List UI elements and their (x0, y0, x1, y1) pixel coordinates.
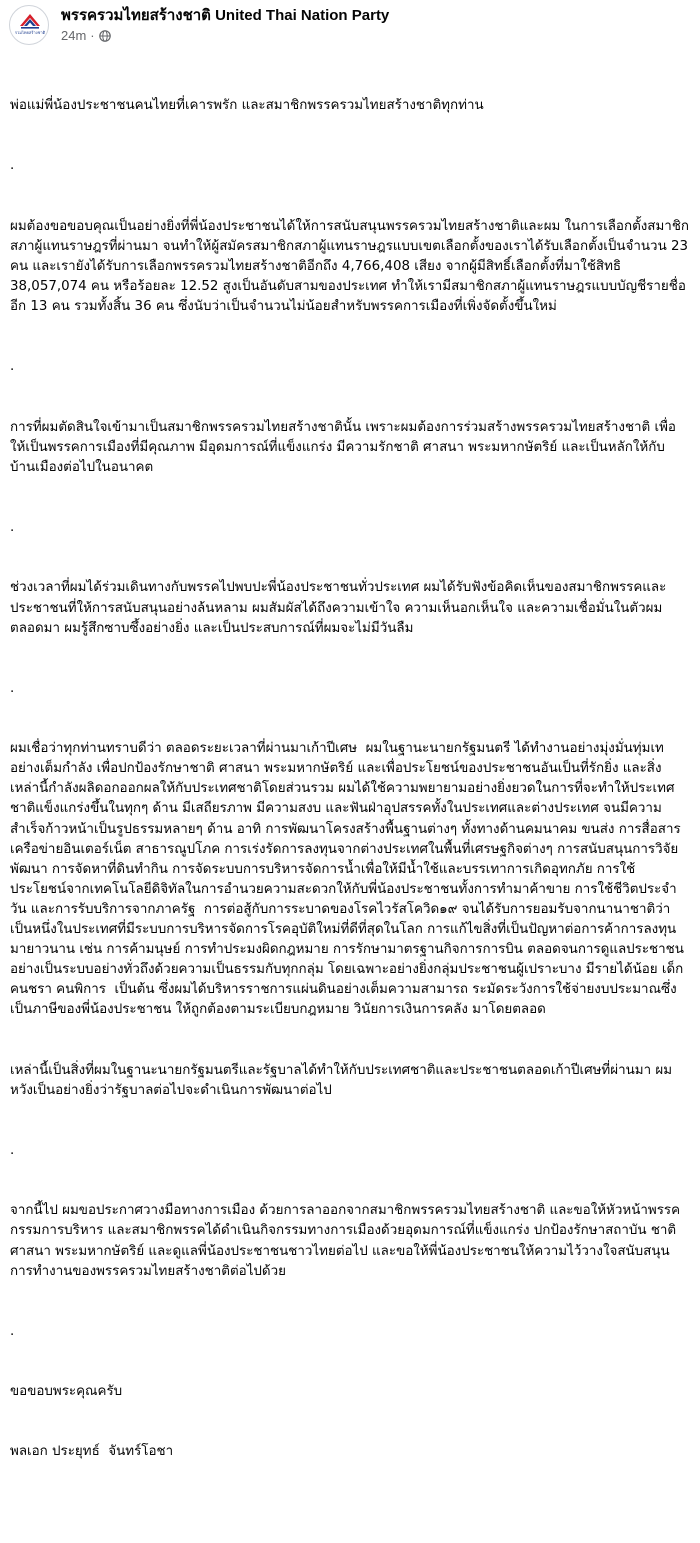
post-paragraph: ผมเชื่อว่าทุกท่านทราบดีว่า ตลอดระยะเวลาที่ผ่านมาเก้าปีเศษ ผมในฐานะนายกรัฐมนตรี ได้ทำงานอย่างมุ่งมั่นทุ่มเทอย่างเต็มกำลัง เพื่อปกป้องรักษาชาติ ศาสนา พระมหากษัตริย์ และเพื่อประโยชน์ของประชาชนอันเป็นที่รักยิ่ง และสิ่งเหล่านี้กำลังผลิดอกออกผลให้กับประเทศชาติโดยส่วนรวม ผมได้ใช้ความพยายามอย่างยิ่งยวดในการที่จะทำให้ประเทศชาติแข็งแกร่งขึ้นในทุกๆ ด้าน มีเสถียรภาพ มีความสงบ และฟันฝ่าอุปสรรคทั้งในประเทศและต่างประเทศ จนมีความสำเร็จก้าวหน้าเป็นรูปธรรมหลายๆ ด้าน อาทิ การพัฒนาโครงสร้างพื้นฐานต่างๆ ทั้งทางด้านคมนาคม ขนส่ง การสื่อสาร เครือข่ายอินเตอร์เน็ต สาธารณูปโภค การเร่งรัดการลงทุนจากต่างประเทศในพื้นที่เศรษฐกิจต่างๆ การสนับสนุนการวิจัยพัฒนา การจัดหาที่ดินทำกิน การจัดระบบการบริหารจัดการน้ำเพื่อให้มีน้ำใช้และบรรเทาการเกิดอุทกภัย การใช้ประโยชน์จากเทคโนโลยีดิจิทัลในการอำนวยความสะดวกให้กับพี่น้องประชาชนทั้งการทำมาค้าขาย การใช้ชีวิตประจำวัน และการรับบริการจากภาครัฐ การต่อสู้กับการระบาดของโรคไวรัสโควิด๑๙ จนได้รับการยอมรับจากนานาชาติว่าเป็นหนึ่งในประเทศที่มีระบบการบริหารจัดการโรคอุบัติใหม่ที่ดีที่สุดในโลก การแก้ไขสิ่งที่เป็นปัญหาต่อการค้าการลงทุนมายาวนาน เช่น การค้ามนุษย์ การทำประมงผิดกฎหมาย การรักษามาตรฐานกิจการการบิน ตลอดจนการดูแลประชาชนอย่างเป็นระบบอย่างทั่วถึงด้วยความเป็นธรรมกับทุกกลุ่ม โดยเฉพาะอย่างยิ่งกลุ่มประชาชนผู้เปราะบาง มีรายได้น้อย เด็ก คนชรา คนพิการ เป็นต้น ซึ่งผมได้บริหารราชการแผ่นดินอย่างเต็มความสามารถ ระมัดระวังการใช้จ่ายงบประมาณซึ่งเป็นภาษีของพี่น้องประชาชน ให้ถูกต้องตามระเบียบกฎหมาย วินัยการเงินการคลัง มาโดยตลอด (10, 741, 688, 1018)
post-header (6, 0, 694, 52)
post-paragraph: . (10, 680, 15, 696)
post-paragraph: . (10, 1143, 15, 1159)
header-text (61, 5, 389, 43)
post-paragraph: พลเอก ประยุทธ์ จันทร์โอชา (10, 1444, 174, 1460)
post-paragraph: . (10, 359, 15, 375)
post-message (6, 56, 694, 1543)
post-paragraph: จากนี้ไป ผมขอประกาศวางมือทางการเมือง ด้วยการลาออกจากสมาชิกพรรครวมไทยสร้างชาติ และขอให้หัวหน้าพรรค กรรมการบริหาร และสมาชิกพรรคได้ดำเนินกิจกรรมทางการเมืองด้วยอุดมการณ์ที่แข็งแกร่ง ปกป้องรักษาสถาบัน ชาติ ศาสนา พระมหากษัตริย์ และดูแลพี่น้องประชาชนชาวไทยต่อไป และขอให้พี่น้องประชาชนให้ความไว้วางใจสนับสนุนการทำงานของพรรครวมไทยสร้างชาติต่อไปด้วย (10, 1203, 689, 1279)
post-paragraph: พ่อแม่พี่น้องประชาชนคนไทยที่เคารพรัก และสมาชิกพรรครวมไทยสร้างชาติทุกท่าน (10, 98, 484, 114)
post-meta (61, 29, 389, 43)
post-paragraph: . (10, 520, 15, 536)
post-paragraph: . (10, 158, 15, 174)
page-avatar[interactable] (9, 5, 49, 45)
page-name-link[interactable]: พรรครวมไทยสร้างชาติ United Thai Nation Party (61, 7, 390, 24)
globe-icon[interactable] (99, 30, 111, 42)
post-paragraph: ผมต้องขอขอบคุณเป็นอย่างยิ่งที่พี่น้องประชาชนได้ให้การสนับสนุนพรรครวมไทยสร้างชาติและผม ในการเลือกตั้งสมาชิกสภาผู้แทนราษฎรที่ผ่านมา จนทำให้ผู้สมัครสมาชิกสภาผู้แทนราษฎรแบบเขตเลือกตั้งของเราได้รับเลือกตั้งเป็นจำนวน 23 คน และเรายังได้รับการเลือกพรรครวมไทยสร้างชาติอีกถึง 4,766,408 เสียง จากผู้มีสิทธิ์เลือกตั้งที่มาใช้สิทธิ 38,057,074 คน หรือร้อยละ 12.52 สูงเป็นอันดับสามของประเทศ ทำให้เรามีสมาชิกสภาผู้แทนราษฎรแบบบัญชีรายชื่ออีก 13 คน รวมทั้งสิ้น 36 คน ซึ่งนับว่าเป็นจำนวนไม่น้อยสำหรับพรรคการเมืองที่เพิ่งจัดตั้งขึ้นใหม่ (10, 218, 693, 315)
post-paragraph: การที่ผมตัดสินใจเข้ามาเป็นสมาชิกพรรครวมไทยสร้างชาตินั้น เพราะผมต้องการร่วมสร้างพรรครวมไทยสร้างชาติ เพื่อให้เป็นพรรคการเมืองที่มีคุณภาพ มีอุดมการณ์ที่แข็งแกร่ง มีความรักชาติ ศาสนา พระมหากษัตริย์ และเป็นหลักให้กับบ้านเมืองต่อไปในอนาคต (10, 419, 676, 475)
post-paragraph: ช่วงเวลาที่ผมได้ร่วมเดินทางกับพรรคไปพบปะพี่น้องประชาชนทั่วประเทศ ผมได้รับฟังข้อคิดเห็นของสมาชิกพรรคและประชาชนที่ให้การสนับสนุนอย่างล้นหลาม ผมสัมผัสได้ถึงความเข้าใจ ความเห็นอกเห็นใจ และความเชื่อมั่นในตัวผมตลอดมา ผมรู้สึกซาบซึ้งอย่างยิ่ง และเป็นประสบการณ์ที่ผมจะไม่มีวันลืม (10, 580, 667, 636)
party-logo-icon (10, 6, 49, 45)
meta-separator: · (90, 28, 95, 43)
post-paragraph: ขอขอบพระคุณครับ (10, 1384, 123, 1400)
post-paragraph: เหล่านี้เป็นสิ่งที่ผมในฐานะนายกรัฐมนตรีและรัฐบาลได้ทำให้กับประเทศชาติและประชาชนตลอดเก้าปีเศษที่ผ่านมา ผมหวังเป็นอย่างยิ่งว่ารัฐบาลต่อไปจะดำเนินการพัฒนาต่อไป (10, 1062, 673, 1098)
post-timestamp[interactable]: 24m (61, 28, 87, 43)
post-paragraph: . (10, 1323, 15, 1339)
avatar-logo-text: รวมไทยสร้างชาติ (14, 30, 46, 35)
